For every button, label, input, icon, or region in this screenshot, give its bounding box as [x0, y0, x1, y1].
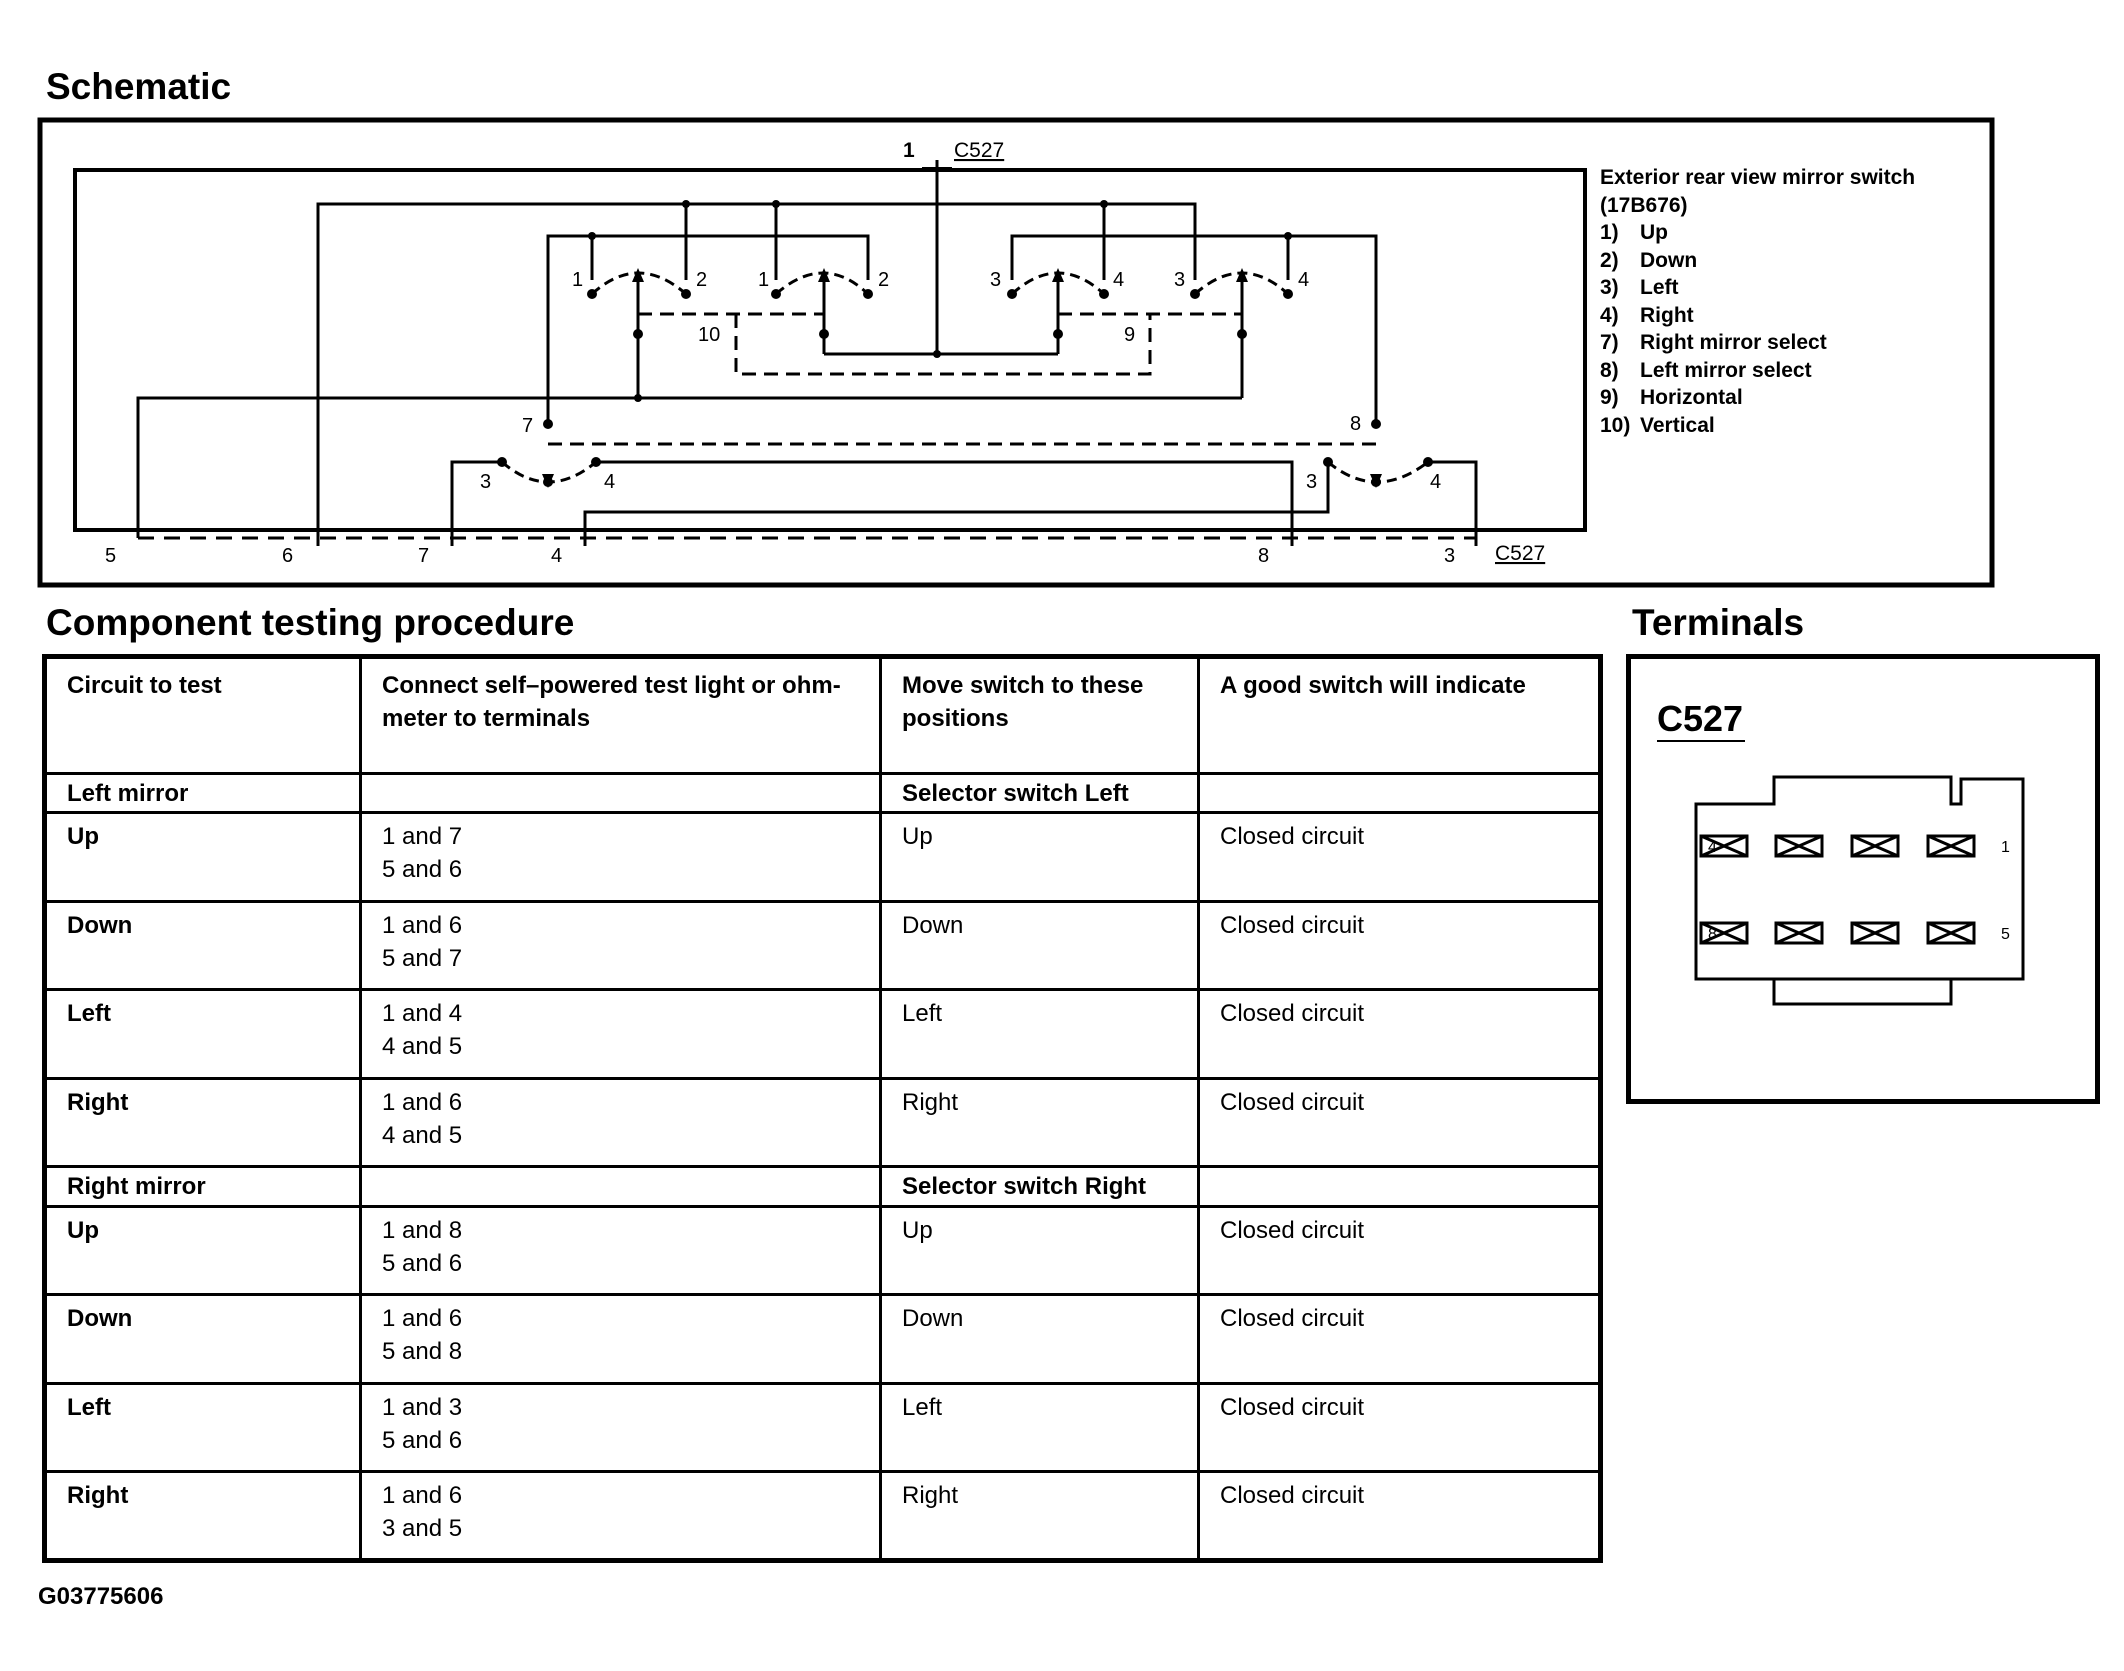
bottom-pin-7: 7: [418, 545, 430, 567]
cavity-cross: [1776, 923, 1822, 943]
legend-part-number: (17B676): [1600, 193, 1688, 217]
pin-label-4: 4: [1708, 839, 1717, 856]
bottom-pin-6: 6: [282, 545, 294, 567]
schematic-heading: Schematic: [46, 66, 232, 107]
header-positions: Move switch to these positions: [881, 657, 1199, 774]
gang-horizontal-label: 9: [1124, 324, 1136, 346]
legend-item: 2) Down: [1600, 248, 1698, 272]
table-row: Left 1 and 4 4 and 5 Left Closed circuit: [45, 990, 1601, 1079]
legend-title: Exterior rear view mirror switch: [1600, 166, 1916, 189]
selector-left-contact-a: 3: [480, 471, 492, 493]
table-row: Up 1 and 7 5 and 6 Up Closed circuit: [45, 813, 1601, 902]
cavity-cross: [1852, 836, 1898, 856]
bottom-connector-label: C527: [1495, 542, 1546, 565]
pin-label-5: 5: [2001, 926, 2010, 943]
legend-item: 1) Up: [1600, 221, 1668, 244]
bottom-pin-3: 3: [1444, 545, 1456, 567]
legend-item: 4) Right: [1600, 303, 1694, 327]
pin-label-8: 8: [1708, 926, 1717, 943]
pin-label-1: 1: [2001, 839, 2010, 856]
selector-pole-7-label: 7: [522, 415, 534, 437]
switch-housing: [75, 170, 1585, 530]
switch-left-contact-b: 3: [1174, 269, 1186, 291]
bottom-pin-8: 8: [1258, 545, 1270, 567]
connector-title: C527: [1657, 698, 1744, 739]
gang-vertical-label: 10: [698, 324, 721, 346]
selector-left-contact-b: 4: [604, 471, 616, 493]
table-row: Up 1 and 8 5 and 6 Up Closed circuit: [45, 1206, 1601, 1295]
switch-up-contact-a: 1: [572, 269, 584, 291]
selector-pole-8-label: 8: [1350, 413, 1362, 435]
table-row: Right 1 and 6 3 and 5 Right Closed circuit: [45, 1472, 1601, 1561]
cavity-cross: [1776, 836, 1822, 856]
top-pin-label: 1: [903, 139, 915, 162]
switch-left-contact-a: 3: [990, 269, 1002, 291]
header-terminals: Connect self–powered test light or ohm-meter to terminals: [361, 657, 881, 774]
legend-item: 9) Horizontal: [1600, 386, 1743, 409]
schematic-legend: [1600, 164, 1915, 439]
switch-right-contact-a: 4: [1113, 269, 1125, 291]
top-connector-label: C527: [954, 139, 1005, 162]
table-row: Right 1 and 6 4 and 5 Right Closed circuit: [45, 1078, 1601, 1167]
group-row-right-mirror: Right mirror Selector switch Right: [45, 1167, 1601, 1206]
group-row-left-mirror: Left mirror Selector switch Left: [45, 773, 1601, 812]
testing-procedure-table: [42, 654, 1603, 1563]
selector-right-contact-b: 4: [1430, 471, 1442, 493]
switch-down-contact-a: 2: [696, 269, 708, 291]
table-header-row: [45, 657, 1601, 774]
switch-up-contact-b: 1: [758, 269, 770, 291]
cavity-cross: [1852, 923, 1898, 943]
cavity-cross: [1928, 923, 1974, 943]
legend-item: 8) Left mirror select: [1600, 358, 1812, 382]
header-indication: A good switch will indicate: [1199, 657, 1601, 774]
legend-item: 3) Left: [1600, 276, 1679, 299]
cavity-cross: [1928, 836, 1974, 856]
table-row: Left 1 and 3 5 and 6 Left Closed circuit: [45, 1383, 1601, 1472]
legend-item: 10) Vertical: [1600, 413, 1715, 437]
switch-down-contact-b: 2: [878, 269, 890, 291]
terminals-heading: Terminals: [1632, 602, 1805, 643]
bottom-pin-4: 4: [551, 545, 563, 567]
selector-right-contact-a: 3: [1306, 471, 1318, 493]
legend-item: 7) Right mirror select: [1600, 331, 1827, 354]
switch-right-contact-b: 4: [1298, 269, 1310, 291]
table-row: Down 1 and 6 5 and 7 Down Closed circuit: [45, 901, 1601, 990]
procedure-heading: Component testing procedure: [46, 602, 575, 643]
connector-face-diagram: [1631, 659, 2095, 1099]
header-circuit: Circuit to test: [45, 657, 361, 774]
terminals-panel: [1626, 654, 2100, 1104]
bottom-pin-5: 5: [105, 545, 117, 567]
figure-id: G03775606: [38, 1583, 164, 1610]
table-row: Down 1 and 6 5 and 8 Down Closed circuit: [45, 1295, 1601, 1384]
